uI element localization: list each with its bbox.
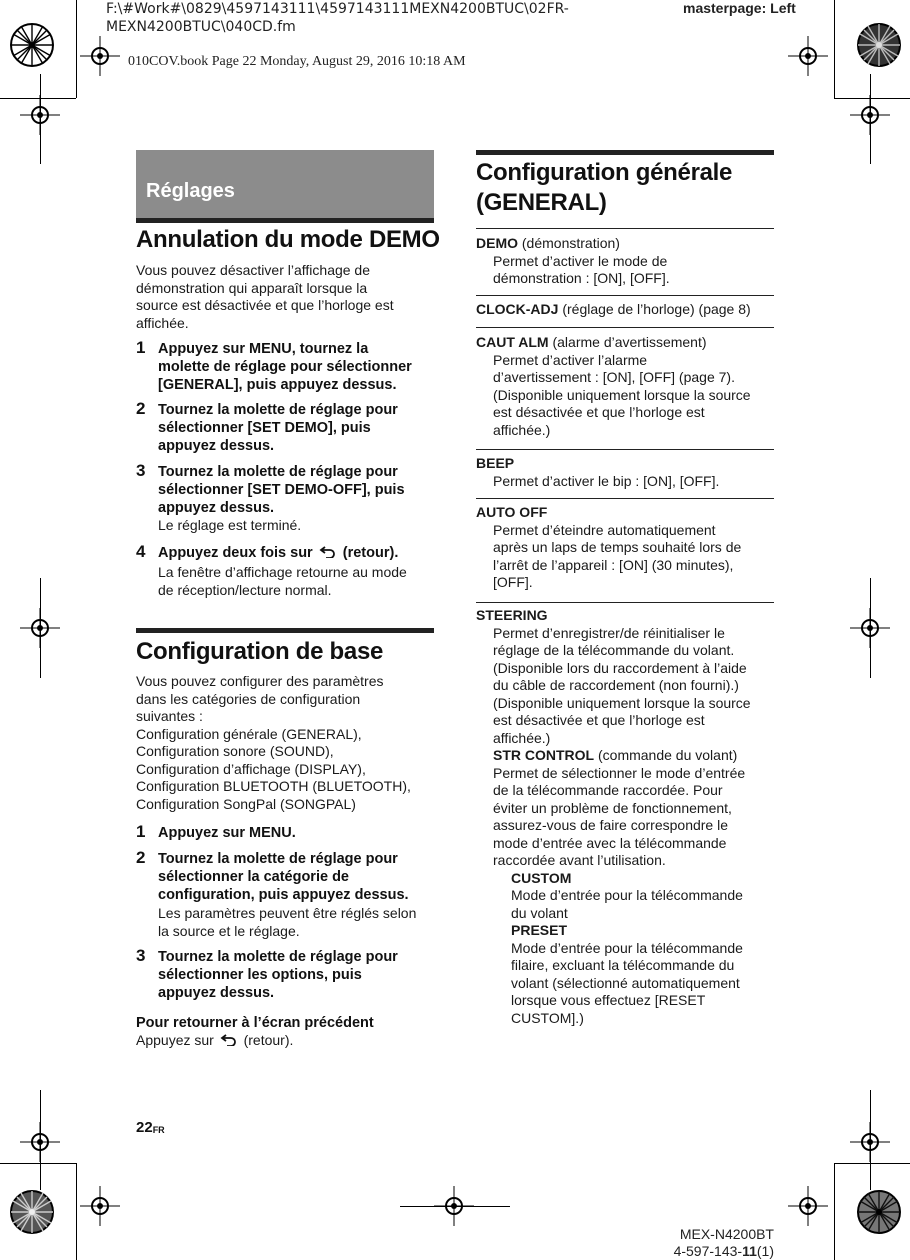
step-number: 2	[136, 848, 146, 867]
option-term: CUSTOM	[511, 869, 572, 886]
text-line: [GENERAL], puis appuyez dessus.	[158, 377, 397, 393]
page-number-suffix: FR	[152, 1125, 165, 1135]
text-line: de la télécommande raccordée. Pour	[493, 782, 723, 798]
trim-line	[834, 1163, 835, 1260]
text-line: sélectionner [SET DEMO], puis	[158, 420, 371, 436]
entry-body	[476, 522, 774, 592]
text-line: éviter un problème de fonctionnement,	[493, 799, 732, 816]
entry-divider	[476, 228, 774, 229]
text-line: d’avertissement : [ON], [OFF] (page 7).	[493, 369, 735, 385]
entry-term-desc: (alarme d’avertissement)	[548, 334, 707, 350]
registration-line	[40, 578, 41, 678]
back-icon	[319, 546, 337, 558]
text-line: démonstration qui apparaît lorsque la	[136, 279, 368, 296]
registration-line	[870, 74, 871, 164]
text-line: appuyez dessus.	[158, 985, 275, 1001]
step-text	[158, 463, 438, 517]
text-line: Configuration SongPal (SONGPAL)	[136, 795, 356, 812]
step-note: Le réglage est terminé.	[158, 517, 302, 533]
text-line: (Disponible uniquement lorsque la source	[493, 694, 751, 711]
entry-term-desc: (démonstration)	[518, 235, 620, 251]
trim-line	[834, 1163, 910, 1164]
registration-line	[40, 1090, 41, 1190]
entry-divider	[476, 449, 774, 450]
text-line: raccordée avant l’utilisation.	[493, 852, 666, 868]
section-banner-title: Réglages	[146, 180, 235, 202]
text-line: Tournez la molette de réglage pour	[158, 949, 398, 965]
text-line: Configuration générale (GENERAL),	[136, 725, 362, 742]
entry-divider	[476, 602, 774, 603]
trim-line	[0, 1163, 76, 1164]
registration-mark-icon	[788, 1186, 828, 1226]
entry-clock-adj	[476, 301, 774, 319]
text-line: volant (sélectionné automatiquement	[511, 974, 740, 991]
entry-term: DEMO	[476, 235, 518, 251]
text-line: [OFF].	[493, 574, 533, 590]
part-number	[660, 1243, 774, 1260]
return-text	[136, 1032, 293, 1050]
base-intro	[136, 673, 434, 813]
color-target-icon	[9, 1189, 55, 1235]
step-text-post: (retour).	[342, 545, 399, 561]
file-path-line-2: MEXN4200BTUC\040CD.fm	[106, 19, 296, 35]
text-line: Vous pouvez désactiver l’affichage de	[136, 262, 371, 278]
text-line: Configuration sonore (SOUND),	[136, 743, 334, 759]
title-line: Configuration générale	[476, 159, 733, 186]
entry-term: CLOCK-ADJ	[476, 301, 559, 317]
text-line: affichée.)	[493, 729, 551, 746]
text-line: démonstration : [ON], [OFF].	[493, 270, 670, 286]
demo-intro	[136, 262, 434, 332]
text-line: mode d’entrée avec la télécommande	[493, 834, 727, 851]
text-line: affichée.)	[493, 421, 551, 438]
option-list	[493, 870, 774, 1028]
text-line: filaire, excluant la télécommande du	[511, 957, 735, 973]
color-target-icon	[856, 22, 902, 68]
text-line: sélectionner les options, puis	[158, 967, 362, 983]
registration-line	[870, 1090, 871, 1190]
entry-heading	[476, 301, 774, 319]
text-line: après un laps de temps souhaité lors de	[493, 539, 742, 555]
step-note	[158, 564, 407, 599]
entry-term: BEEP	[476, 455, 515, 471]
trim-line	[76, 0, 77, 98]
text-line: l’arrêt de l’appareil : [ON] (30 minutes),	[493, 556, 734, 573]
text-line: sélectionner [SET DEMO-OFF], puis	[158, 482, 405, 498]
registration-mark-icon	[788, 36, 828, 76]
entry-heading	[476, 235, 774, 253]
general-section-title	[476, 158, 732, 218]
step-text	[158, 850, 438, 904]
entry-divider	[476, 498, 774, 499]
option-term: PRESET	[511, 922, 568, 938]
page-number	[136, 1119, 165, 1136]
title-line: (GENERAL)	[476, 189, 607, 216]
heading-rule	[136, 628, 434, 633]
text-line: Appuyez sur MENU.	[158, 825, 296, 841]
text-line: Tournez la molette de réglage pour	[158, 402, 398, 418]
step-text	[158, 948, 438, 1002]
sub-entry-term: STR CONTROL	[493, 747, 595, 763]
entry-beep	[476, 455, 774, 490]
text-line: Permet d’activer le mode de	[493, 252, 668, 269]
entry-divider	[476, 327, 774, 328]
part-number-post: (1)	[756, 1243, 774, 1259]
text-line: est désactivée et que l’horloge est	[493, 404, 705, 420]
text-line: du câble de raccordement (non fourni).)	[493, 677, 739, 693]
text-line: affichée.	[136, 314, 189, 331]
registration-line	[400, 1206, 510, 1207]
text-line: Permet d’activer le bip : [ON], [OFF].	[493, 472, 720, 489]
text-line: du volant	[511, 904, 568, 921]
step-text	[158, 340, 438, 394]
model-number	[660, 1226, 774, 1260]
text-line: Vous pouvez configurer des paramètres	[136, 673, 384, 689]
trim-line	[834, 0, 835, 98]
step-number: 3	[136, 461, 146, 480]
text-line: appuyez dessus.	[158, 438, 275, 454]
sub-entry-term-desc: (commande du volant)	[594, 747, 738, 763]
step-number: 4	[136, 542, 146, 561]
step-text	[158, 544, 438, 562]
text-line: de réception/lecture normal.	[158, 581, 332, 598]
back-icon	[220, 1034, 238, 1046]
text-line: CUSTOM].)	[511, 1009, 584, 1026]
text-line: Permet d’activer l’alarme	[493, 351, 648, 368]
entry-term: STEERING	[476, 607, 548, 623]
part-number-pre: 4-597-143-	[673, 1243, 743, 1259]
entry-demo	[476, 235, 774, 288]
step-number: 1	[136, 338, 146, 357]
entry-term-desc: (réglage de l’horloge) (page 8)	[558, 301, 751, 317]
heading-rule	[476, 150, 774, 155]
demo-section-title: Annulation du mode DEMO	[136, 226, 440, 253]
entry-body	[476, 625, 774, 1028]
text-line: (Disponible lors du raccordement à l’aide	[493, 659, 747, 676]
step-number: 1	[136, 822, 146, 841]
trim-line	[76, 1163, 77, 1260]
entry-term: AUTO OFF	[476, 504, 548, 520]
text-line: molette de réglage pour sélectionner	[158, 359, 412, 375]
text-line: sélectionner la catégorie de	[158, 869, 349, 885]
text-line: Mode d’entrée pour la télécommande	[511, 939, 743, 956]
step-note	[158, 905, 416, 940]
color-target-icon	[9, 22, 55, 68]
masterpage-label: masterpage: Left	[683, 0, 796, 16]
registration-mark-icon	[80, 1186, 120, 1226]
color-target-icon	[856, 1189, 902, 1235]
text-line: Appuyez sur MENU, tournez la	[158, 341, 369, 357]
sub-entry-heading	[493, 747, 774, 765]
step-number: 3	[136, 946, 146, 965]
text-line: Tournez la molette de réglage pour	[158, 851, 398, 867]
step-text-pre: Appuyez deux fois sur	[158, 545, 313, 561]
text-line: Tournez la molette de réglage pour	[158, 464, 398, 480]
registration-mark-icon	[80, 36, 120, 76]
entry-body	[476, 253, 774, 288]
text-line: dans les catégories de configuration	[136, 690, 361, 707]
text-line: appuyez dessus.	[158, 500, 275, 516]
step-number: 2	[136, 399, 146, 418]
entry-heading	[476, 334, 774, 352]
heading-rule	[136, 218, 434, 223]
entry-body	[476, 473, 774, 491]
file-path	[106, 0, 569, 36]
text-line: réglage de la télécommande du volant.	[493, 642, 735, 658]
text-line: assurez-vous de faire correspondre le	[493, 817, 729, 833]
text-line: Permet de sélectionner le mode d’entrée	[493, 764, 746, 781]
text-line: Configuration d’affichage (DISPLAY),	[136, 760, 366, 777]
return-text-pre: Appuyez sur	[136, 1032, 214, 1048]
part-number-bold: 11	[742, 1243, 757, 1259]
step-text	[158, 824, 438, 842]
text-line: Permet d’éteindre automatiquement	[493, 521, 716, 538]
text-line: lorsque vous effectuez [RESET	[511, 992, 706, 1008]
entry-auto-off	[476, 504, 774, 592]
registration-line	[40, 74, 41, 164]
entry-divider	[476, 295, 774, 296]
book-info-line: 010COV.book Page 22 Monday, August 29, 2016 10:18 AM	[128, 54, 466, 69]
text-line: est désactivée et que l’horloge est	[493, 712, 705, 728]
text-line: (Disponible uniquement lorsque la source	[493, 386, 751, 403]
text-line: Permet d’enregistrer/de réinitialiser le	[493, 624, 725, 641]
return-text-post: (retour).	[243, 1032, 294, 1048]
file-path-line-1: F:\#Work#\0829\4597143111\4597143111MEXN4200BTUC\02FR-	[106, 1, 569, 17]
text-line: La fenêtre d’affichage retourne au mode	[158, 564, 407, 580]
text-line: configuration, puis appuyez dessus.	[158, 887, 409, 903]
entry-term: CAUT ALM	[476, 334, 549, 350]
entry-caut-alm	[476, 334, 774, 439]
return-title: Pour retourner à l’écran précédent	[136, 1015, 374, 1031]
text-line: source est désactivée et que l’horloge est	[136, 297, 394, 313]
model-line: MEX-N4200BT	[679, 1226, 774, 1242]
page-number-value: 22	[136, 1119, 153, 1136]
text-line: Configuration BLUETOOTH (BLUETOOTH),	[136, 778, 411, 794]
entry-steering	[476, 607, 774, 1027]
text-line: Les paramètres peuvent être réglés selon	[158, 905, 417, 921]
entry-body	[476, 352, 774, 440]
text-line: suivantes :	[136, 708, 203, 724]
step-text	[158, 401, 438, 455]
base-section-title: Configuration de base	[136, 638, 384, 665]
registration-line	[870, 578, 871, 678]
text-line: la source et le réglage.	[158, 922, 300, 939]
text-line: Mode d’entrée pour la télécommande	[511, 887, 743, 903]
